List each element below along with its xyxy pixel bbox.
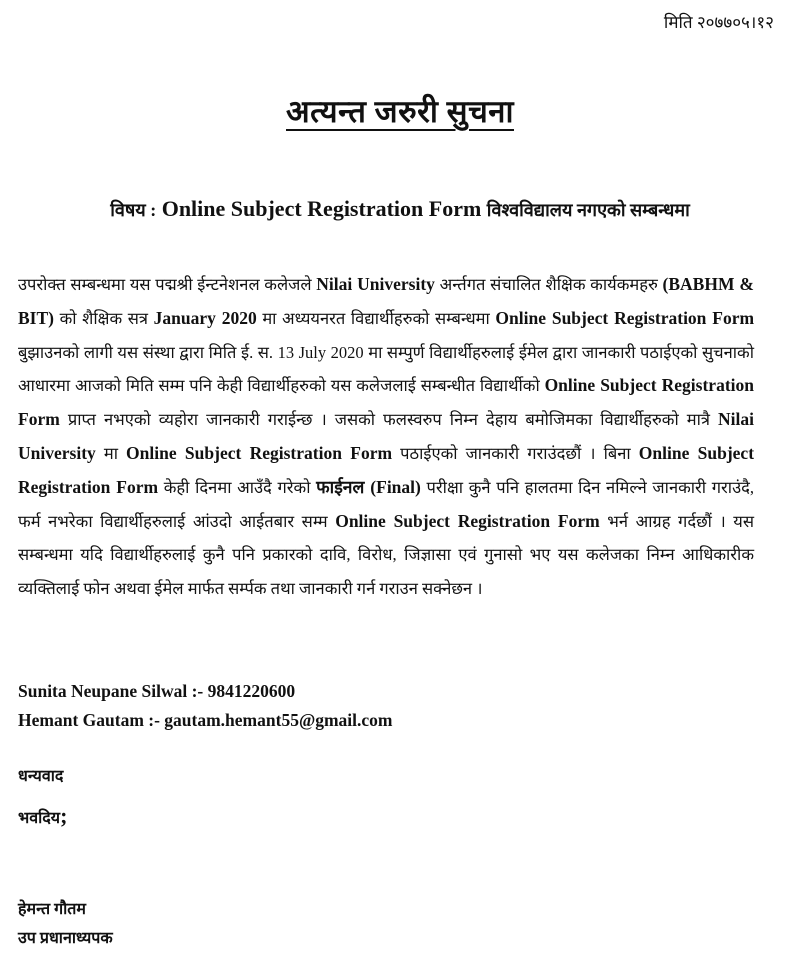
body-text: बुझाउनको लागी यस संस्था द्वारा मिति ई. स. 13 July 2020 मा सम्पुर्ण विद्यार्थीहरुलाई ईमेल द्वारा जानकारी पठाईएको सुचनाको आधारमा आजको मिति सम्म पनि केही विद्यार्थीहरुको यस कलेजलाई सम्बन्धीत विद्यार्थीको: [18, 342, 754, 396]
notice-title: [0, 90, 800, 132]
body-text: प्राप्त नभएको व्यहोरा जानकारी गराईन्छ । जसको फलस्वरुप निम्न देहाय बमोजिमका विद्यार्थीहरुको मात्रै: [67, 410, 711, 430]
contact-item: Hemant Gautam :- gautam.hemant55@gmail.com: [18, 710, 393, 730]
body-bold-text: Online Subject Registration Form: [495, 307, 755, 328]
body-bold-text: Online Subject Registration Form: [126, 442, 393, 463]
closing-yours-mark: ;: [60, 803, 68, 828]
notice-date: मिति २०७७०५।१२: [663, 13, 774, 32]
body-text: भर्न आग्रह गर्दछौं । यस सम्बन्धमा यदि विद्यार्थीहरुलाई कुनै पनि प्रकारको दावि, विरोध, जिज्ञासा एवं गुनासो भए यस कलेजका निम्न आधिकारीक व्यक्तिलाई फोन अथवा ईमेल मार्फत सर्म्पक तथा जानकारी गर्न गराउन सक्नेछन ।: [18, 511, 755, 599]
body-bold-text: फाईनल (Final): [316, 476, 421, 497]
subject-prefix: विषय :: [110, 200, 157, 220]
subject-main: Online Subject Registration Form: [161, 196, 482, 221]
subject-suffix: विश्वविद्यालय नगएको सम्बन्धमा: [486, 200, 690, 220]
body-text: परीक्षा कुनै पनि हालतमा दिन नमिल्ने जानकारी गराउंदै, फर्म नभरेका विद्यार्थीहरुलाई आंउदो आईतबार सम्म: [18, 477, 754, 531]
closing-yours-text: भवदिय: [18, 810, 61, 827]
body-text: मा: [103, 443, 118, 463]
body-bold-text: Online Subject Registration Form: [18, 375, 754, 430]
body-bold-text: Online Subject Registration Form: [335, 510, 600, 531]
closing-yours: [18, 803, 67, 829]
body-text: उपरोक्त सम्बन्धमा यस पद्मश्री ईन्टनेशनल कलेजले: [18, 275, 312, 294]
body-bold-text: (BABHM & BIT): [18, 274, 754, 328]
body-text: अर्न्तगत संचालित शैक्षिक कार्यकमहरु: [439, 275, 658, 294]
notice-title-text: अत्यन्त जरुरी सुचना: [286, 94, 514, 129]
signatory-title: उप प्रधानाध्यपक: [18, 930, 113, 947]
body-bold-text: Nilai University: [316, 274, 435, 294]
body-bold-text: Online Subject Registration Form: [18, 442, 755, 497]
closing-thanks: धन्यवाद: [18, 768, 64, 785]
notice-subject: [0, 196, 800, 222]
contact-list: [18, 677, 393, 735]
body-text: केही दिनमा आउँदै गरेको: [163, 477, 311, 497]
signatory-name: हेमन्त गौतम: [18, 901, 86, 918]
body-text: मा अध्ययनरत विद्यार्थीहरुको सम्बन्धमा: [262, 308, 490, 328]
notice-body: [18, 268, 754, 606]
body-text: पठाईएको जानकारी गराउंदछौं । बिना: [400, 443, 631, 463]
body-text: को शैक्षिक सत्र: [59, 308, 148, 328]
contact-item: Sunita Neupane Silwal :- 9841220600: [18, 681, 296, 701]
body-bold-text: Nilai University: [18, 409, 755, 463]
body-bold-text: January 2020: [153, 307, 257, 328]
